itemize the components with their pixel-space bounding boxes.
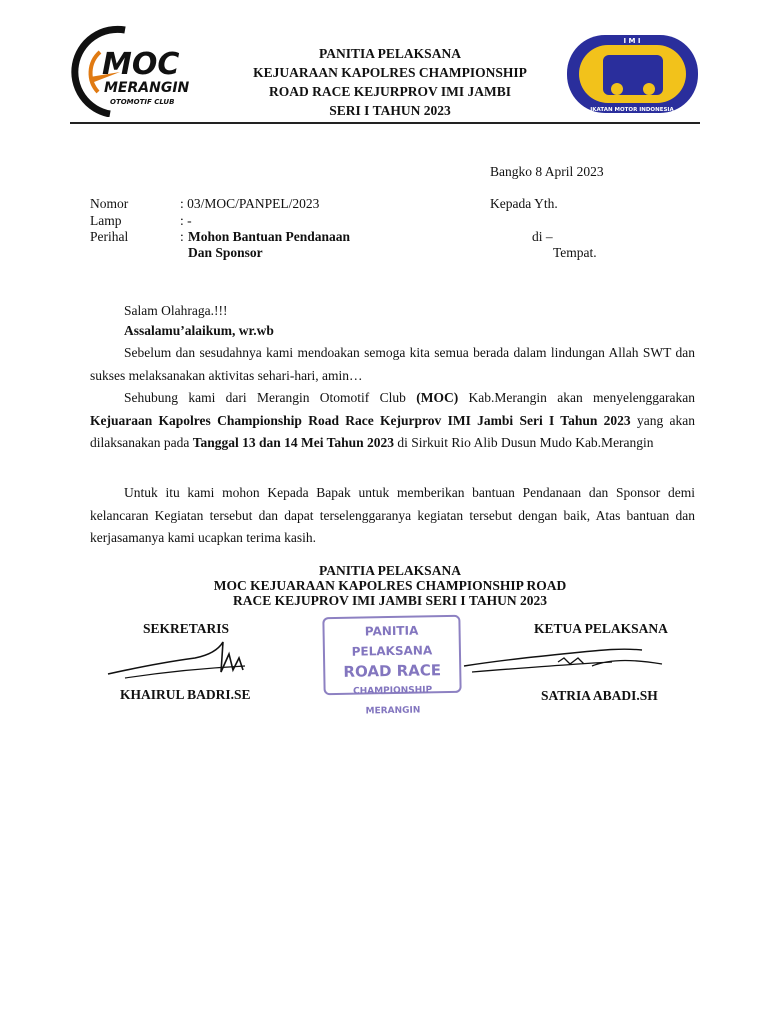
p2-event-date: Tanggal 13 dan 14 Mei Tahun 2023 <box>192 435 395 450</box>
left-signer-name: KHAIRUL BADRI.SE <box>120 687 251 702</box>
right-signer-name: SATRIA ABADI.SH <box>541 688 658 703</box>
paragraph-3: Untuk itu kami mohon Kepada Bapak untuk memberikan bantuan Pendanaan dan Sponsor demi kelancaran Kegiatan tersebut dan dapat terselenggaranya kegiatan tersebut dengan baik, Atas bantuan dan kerjasamanya kami ucapkan terima kasih. <box>90 485 695 545</box>
paragraph-2 <box>90 387 695 455</box>
moc-logo <box>70 22 205 117</box>
greeting: Salam Olahraga.!!! <box>124 303 228 318</box>
recipient-line-2: di – <box>532 229 553 244</box>
moc-logo-graphic <box>70 22 205 117</box>
header-line-2: KEJUARAAN KAPOLRES CHAMPIONSHIP <box>253 65 527 80</box>
committee-stamp <box>322 615 461 717</box>
p2-moc: (MOC) <box>416 390 459 405</box>
p2-part-c: Kab.Merangin akan menyelenggarakan <box>458 390 695 405</box>
moc-logo-sub2: OTOMOTIF CLUB <box>110 98 175 106</box>
imi-logo-ring: IKATAN MOTOR INDONESIA <box>590 107 674 113</box>
header-line-1: PANITIA PELAKSANA <box>319 46 461 61</box>
nomor-value: : 03/MOC/PANPEL/2023 <box>180 196 320 211</box>
imi-logo-graphic <box>565 33 700 115</box>
perihal-value-2: Dan Sponsor <box>188 245 263 260</box>
imi-logo <box>565 33 700 115</box>
perihal-colon: : <box>180 229 184 244</box>
sig-header-line-1: PANITIA PELAKSANA <box>319 563 461 578</box>
recipient-line-3: Tempat. <box>553 245 597 260</box>
recipient-line-1: Kepada Yth. <box>490 196 558 211</box>
p2-part-a: Sehubung kami dari Merangin Otomotif Club <box>124 390 417 405</box>
left-signature <box>105 632 255 684</box>
right-signer-role: KETUA PELAKSANA <box>534 621 668 636</box>
p2-event-name: Kejuaraan Kapolres Championship Road Race Kejurprov IMI Jambi Seri I Tahun 2023 <box>90 412 631 428</box>
place-date: Bangko 8 April 2023 <box>490 164 604 179</box>
sig-header-line-3: RACE KEJUPROV IMI JAMBI SERI I TAHUN 2023 <box>233 593 547 608</box>
perihal-value-1: Mohon Bantuan Pendanaan <box>188 229 351 244</box>
header-divider <box>70 122 700 124</box>
sig-header-line-2: MOC KEJUARAAN KAPOLRES CHAMPIONSHIP ROAD <box>213 578 567 593</box>
right-signature <box>462 640 692 680</box>
p2-part-g: di Sirkuit Rio Alib Dusun Mudo Kab.Merangin <box>394 435 654 450</box>
stamp-line-3: CHAMPIONSHIP MERANGIN <box>352 685 433 717</box>
lamp-value: : - <box>180 213 192 228</box>
moc-logo-sub1: MERANGIN <box>104 80 190 96</box>
salam: Assalamu’alaikum, wr.wb <box>124 323 274 338</box>
header-line-4: SERI I TAHUN 2023 <box>329 103 451 118</box>
header-line-3: ROAD RACE KEJURPROV IMI JAMBI <box>268 84 511 99</box>
stamp-line-1: PANITIA PELAKSANA <box>351 623 433 659</box>
perihal-label: Perihal <box>90 229 129 244</box>
lamp-label: Lamp <box>90 213 122 228</box>
moc-logo-brand: MOC <box>102 47 180 82</box>
p2-part-e: yang akan dilaksanakan pada <box>90 412 695 450</box>
paragraph-1: Sebelum dan sesudahnya kami mendoakan semoga kita semua berada dalam lindungan Allah SWT dan sukses melaksanakan aktivitas sehari-hari, amin… <box>90 345 695 383</box>
left-signer-role: SEKRETARIS <box>143 621 230 636</box>
imi-logo-top: I M I <box>623 37 641 45</box>
stamp-line-2: ROAD RACE <box>343 661 442 681</box>
nomor-label: Nomor <box>90 196 129 211</box>
